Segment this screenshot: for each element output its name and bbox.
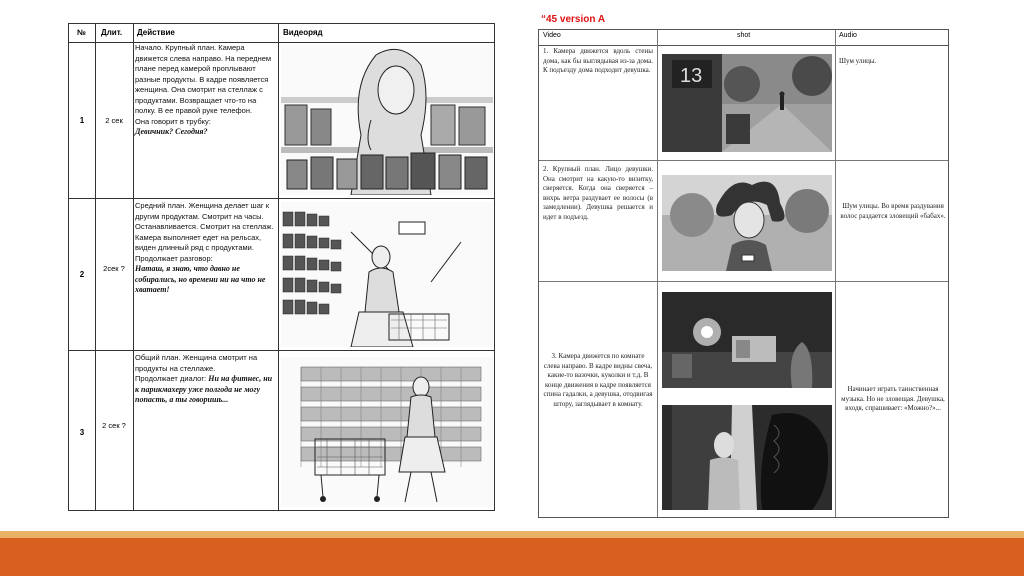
header-video: Видеоряд [283, 28, 323, 37]
header-video-en: Video [543, 32, 561, 39]
dialog-text: Ни на фитнес, ни к парикмахеру уже полгода не могу попасть, а ты говоришь... [135, 374, 273, 404]
action-text: Начало. Крупный план. Камера движется слева направо. На переднем плане перед камерой проплывают разные продукты. В кадре появляется женщина. Она смотрит на стеллаж с продуктами. Возвращает что-то на полку. В ее правой руке телефон. [135, 43, 272, 115]
header-shot: shot [737, 32, 751, 39]
dialog-text: Наташ, я знаю, что давно не собирались, но времени ни на что не хватает! [135, 264, 266, 294]
sketch-woman-with-cart [281, 202, 493, 347]
divider [133, 24, 134, 510]
shot-description: 2. Крупный план. Лицо девушки. Она смотрит на какую-то визитку, сверяется. Когда она сверяется – вихрь ветра раздувает ее волосы (в замедлении). Девушка решается и идет в подъезд. [543, 165, 653, 221]
audio-description: Начинает играть таинственная музыка. Но не зловещая. Девушка, входя, спрашивает: «Можно?»... [841, 385, 945, 412]
row-duration: 2 сек ? [102, 421, 126, 430]
divider [657, 30, 658, 517]
dialog-text: Девичник? Сегодня? [135, 127, 208, 136]
divider [278, 24, 279, 510]
action-text: Средний план. Женщина делает шаг к другим продуктам. Смотрит на часы. Останавливается. Смотрит на стеллаж. Камера выполняет едет на рельсах, виден длинный ряд с продуктами. Продолжает разговор: [135, 201, 274, 263]
header-duration: Длит. [101, 28, 123, 37]
action-text: Общий план. Женщина смотрит на продукты на стеллаже. [135, 353, 258, 373]
divider [69, 350, 494, 351]
row-number: 2 [79, 270, 85, 279]
sketch-woman-at-shelf [281, 45, 493, 195]
row-number: 3 [79, 428, 85, 437]
row-action [135, 201, 275, 296]
sketch-long-shot-aisle [281, 357, 493, 507]
header-num: № [77, 28, 86, 37]
footer-bar-light [0, 531, 1024, 538]
row-number: 1 [79, 116, 85, 125]
still-room-candle [662, 292, 832, 388]
still-street-house [662, 54, 832, 152]
footer-bar-dark [0, 538, 1024, 576]
house-number: 13 [680, 65, 703, 87]
row-duration: 2сек ? [103, 264, 125, 273]
divider [539, 281, 948, 282]
shot-description: 1. Камера движется вдоль стены дома, как бы выглядывая из-за дома. К подъезду дома подходит девушка. [543, 47, 653, 74]
right-storyboard-table [538, 29, 949, 518]
still-girl-windblown-hair [662, 175, 832, 271]
audio-description: Шум улицы. Во время раздувания волос раздается зловещий «бабах». [840, 202, 946, 220]
right-table-header [539, 30, 948, 46]
divider [835, 30, 836, 517]
audio-description: Шум улицы. [839, 57, 877, 65]
row-action [135, 43, 275, 138]
still-girl-at-curtain [662, 405, 832, 510]
divider [69, 198, 494, 199]
divider [539, 160, 948, 161]
left-storyboard-table [68, 23, 495, 511]
header-audio: Audio [839, 32, 857, 39]
row-action [135, 353, 275, 406]
version-title: “45 version A [541, 14, 606, 25]
action-text-2: Продолжает диалог: [135, 374, 207, 383]
row-duration: 2 сек [105, 116, 123, 125]
header-action: Действие [137, 28, 175, 37]
action-text-2: Она говорит в трубку: [135, 116, 211, 126]
shot-description: 3. Камера движется по комнате слева направо. В кадре видны свеча, какие-то вазочки, куколки и т.д. В конце движения в кадре появляется спина гадалки, а девушка, отодвигая штору, заглядывает в комнату. [543, 352, 653, 408]
